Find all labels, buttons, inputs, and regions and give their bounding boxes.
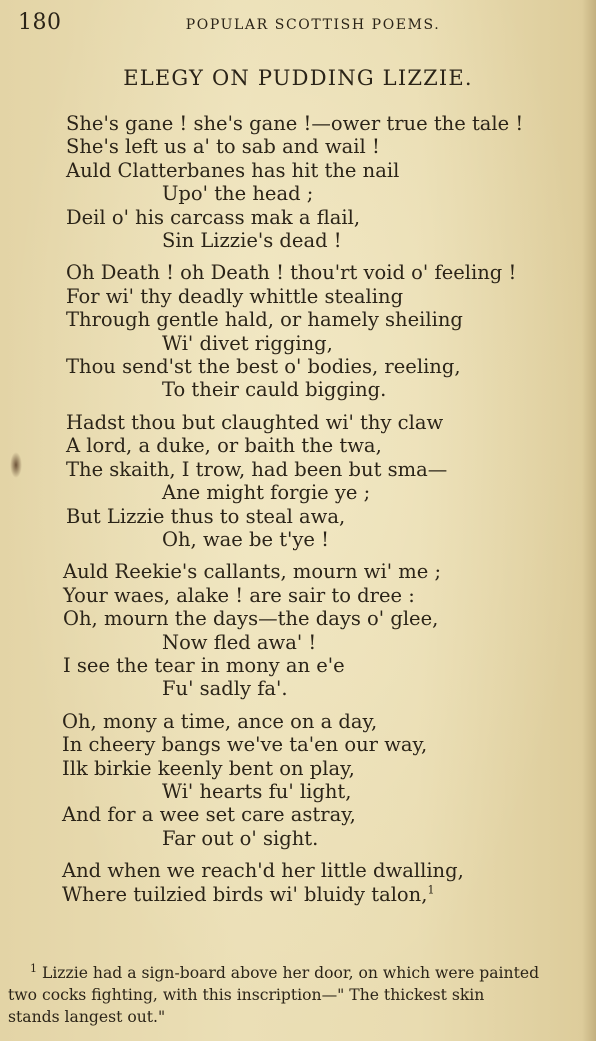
verse-line: Oh Death ! oh Death ! thou'rt void o' feeling !: [66, 261, 517, 285]
stanza-3: [0, 411, 596, 551]
verse-line-with-footnote: [0, 883, 596, 906]
stanza-2: [0, 261, 596, 401]
verse-line: She's gane ! she's gane !—ower true the tale !: [66, 112, 524, 135]
verse-line: And for a wee set care astray,: [62, 803, 356, 827]
verse-line: Ilk birkie keenly bent on play,: [62, 756, 355, 780]
stanza-5: [0, 710, 596, 850]
verse-line: To their cauld bigging.: [162, 378, 387, 402]
verse-line: In cheery bangs we've ta'en our way,: [62, 733, 428, 757]
footnote-text: Lizzie had a sign-board above her door, on which were painted: [41, 964, 540, 982]
verse-line: Thou send'st the best o' bodies, reeling,: [66, 355, 461, 379]
verse-line: Your waes, alake ! are sair to dree :: [63, 583, 415, 607]
verse-line-text: Where tuilzied birds wi' bluidy talon,: [62, 882, 428, 906]
footnote-line: [8, 962, 583, 984]
verse-line: Deil o' his carcass mak a flail,: [66, 205, 361, 229]
poem-body: [0, 112, 596, 915]
stanza-6: [0, 859, 596, 906]
verse-line: Fu' sadly fa'.: [162, 677, 288, 701]
verse-line: Far out o' sight.: [162, 826, 319, 850]
verse-line: Wi' divet rigging,: [162, 331, 333, 355]
footnote-reference: 1: [427, 883, 435, 897]
verse-line: Through gentle hald, or hamely sheiling: [66, 308, 463, 332]
footnote-line: stands langest out.": [8, 1008, 166, 1026]
verse-line: Auld Clatterbanes has hit the nail: [66, 158, 400, 182]
poem-title: ELEGY ON PUDDING LIZZIE.: [123, 66, 473, 90]
running-head: POPULAR SCOTTISH POEMS.: [185, 17, 441, 33]
verse-line: I see the tear in mony an e'e: [63, 653, 345, 677]
footnote-line: two cocks fighting, with this inscription—" The thickest skin: [8, 986, 485, 1004]
stanza-1: [0, 112, 596, 252]
verse-line: But Lizzie thus to steal awa,: [66, 504, 346, 528]
footnote-marker: 1: [30, 961, 37, 975]
verse-line: And when we reach'd her little dwalling,: [62, 859, 464, 883]
verse-line: Wi' hearts fu' light,: [162, 779, 352, 803]
page-number: 180: [18, 10, 62, 35]
verse-line: Ane might forgie ye ;: [162, 481, 371, 505]
verse-line: A lord, a duke, or baith the twa,: [66, 434, 382, 458]
verse-line: For wi' thy deadly whittle stealing: [66, 284, 404, 308]
verse-line: Upo' the head ;: [162, 182, 314, 206]
verse-line: Oh, mourn the days—the days o' glee,: [63, 607, 439, 631]
verse-line: Hadst thou but claughted wi' thy claw: [66, 410, 444, 434]
verse-line: Auld Reekie's callants, mourn wi' me ;: [63, 560, 442, 584]
footnote: [8, 962, 583, 1028]
verse-line: Oh, mony a time, ance on a day,: [62, 709, 378, 733]
stanza-4: [0, 560, 596, 700]
verse-line: Now fled awa' !: [162, 630, 317, 654]
verse-line: The skaith, I trow, had been but sma—: [66, 457, 448, 481]
verse-line: Sin Lizzie's dead !: [162, 229, 342, 253]
verse-line: She's left us a' to sab and wail !: [66, 135, 380, 159]
verse-line: Oh, wae be t'ye !: [162, 527, 330, 551]
